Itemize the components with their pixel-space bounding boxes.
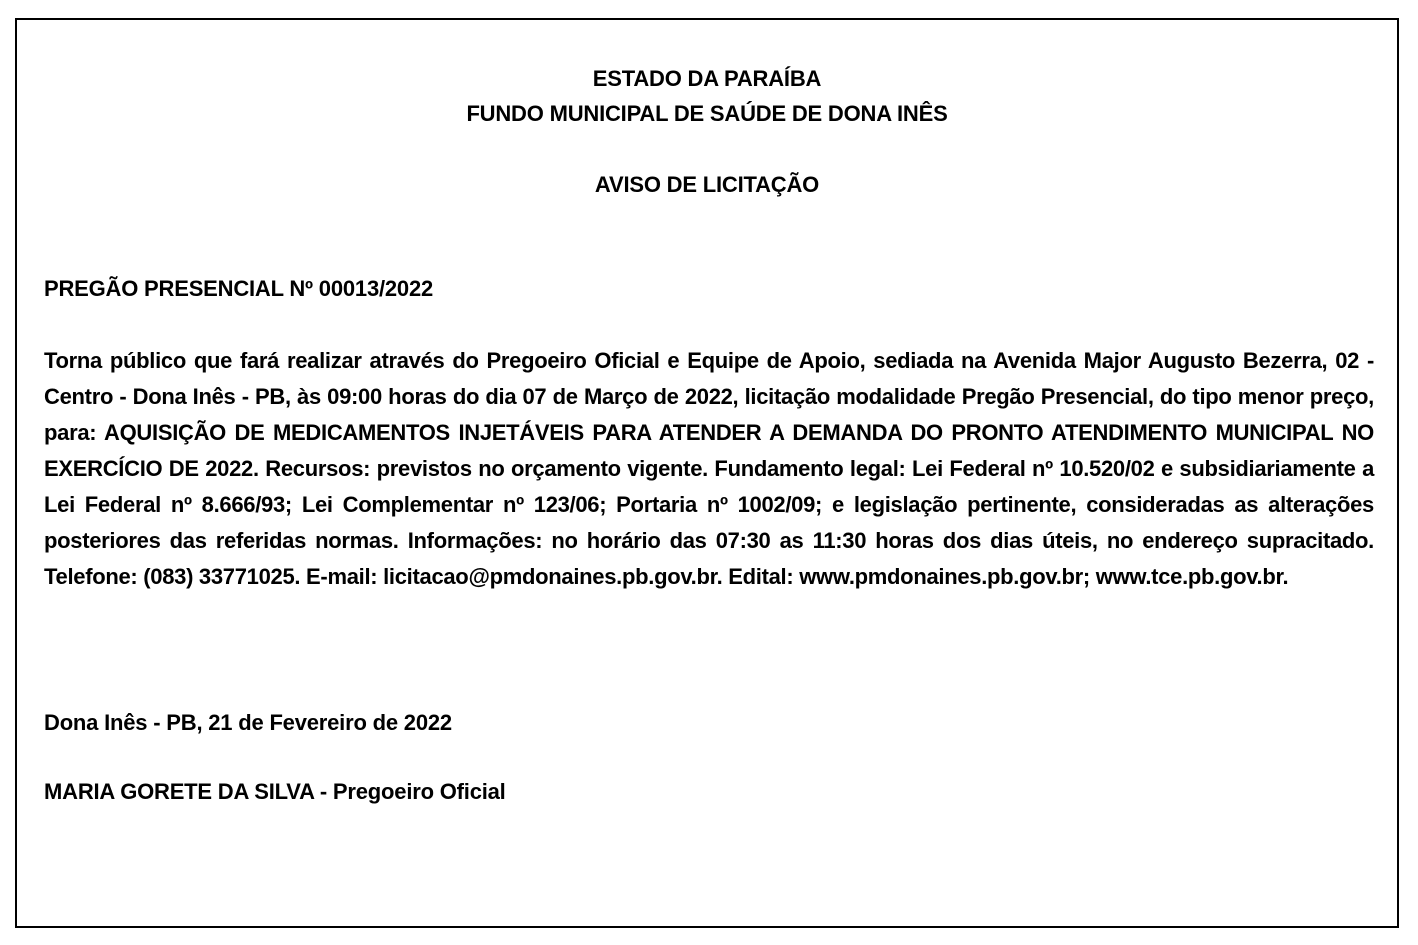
state-heading: ESTADO DA PARAÍBA: [592, 66, 822, 91]
notice-title: AVISO DE LICITAÇÃO: [594, 172, 820, 197]
fund-heading: FUNDO MUNICIPAL DE SAÚDE DE DONA INÊS: [466, 101, 948, 126]
notice-frame: [15, 18, 1399, 928]
signature-line: MARIA GORETE DA SILVA - Pregoeiro Oficial: [44, 779, 506, 804]
notice-body: Torna público que fará realizar através do Pregoeiro Oficial e Equipe de Apoio, sediada na Avenida Major Augusto Bezerra, 02 - Centro - Dona Inês - PB, às 09:00 horas do dia 07 de Março de 2022, licitação modalidade Pregão Presencial, do tipo menor preço, para: AQUISIÇÃO DE MEDICAMENTOS INJETÁVEIS PARA ATENDER A DEMANDA DO PRONTO ATENDIMENTO MUNICIPAL NO EXERCÍCIO DE 2022. Recursos: previstos no orçamento vigente. Fundamento legal: Lei Federal nº 10.520/02 e subsidiariamente a Lei Federal nº 8.666/93; Lei Complementar nº 123/06; Portaria nº 1002/09; e legislação pertinente, consideradas as alterações posteriores das referidas normas. Informações: no horário das 07:30 as 11:30 horas dos dias úteis, no endereço supracitado. Telefone: (083) 33771025. E-mail: licitacao@pmdonaines.pb.gov.br. Edital: www.pmdonaines.pb.gov.br; www.tce.pb.gov.br.: [44, 348, 1374, 589]
pregao-number: PREGÃO PRESENCIAL Nº 00013/2022: [44, 276, 434, 301]
date-line: Dona Inês - PB, 21 de Fevereiro de 2022: [44, 710, 452, 735]
